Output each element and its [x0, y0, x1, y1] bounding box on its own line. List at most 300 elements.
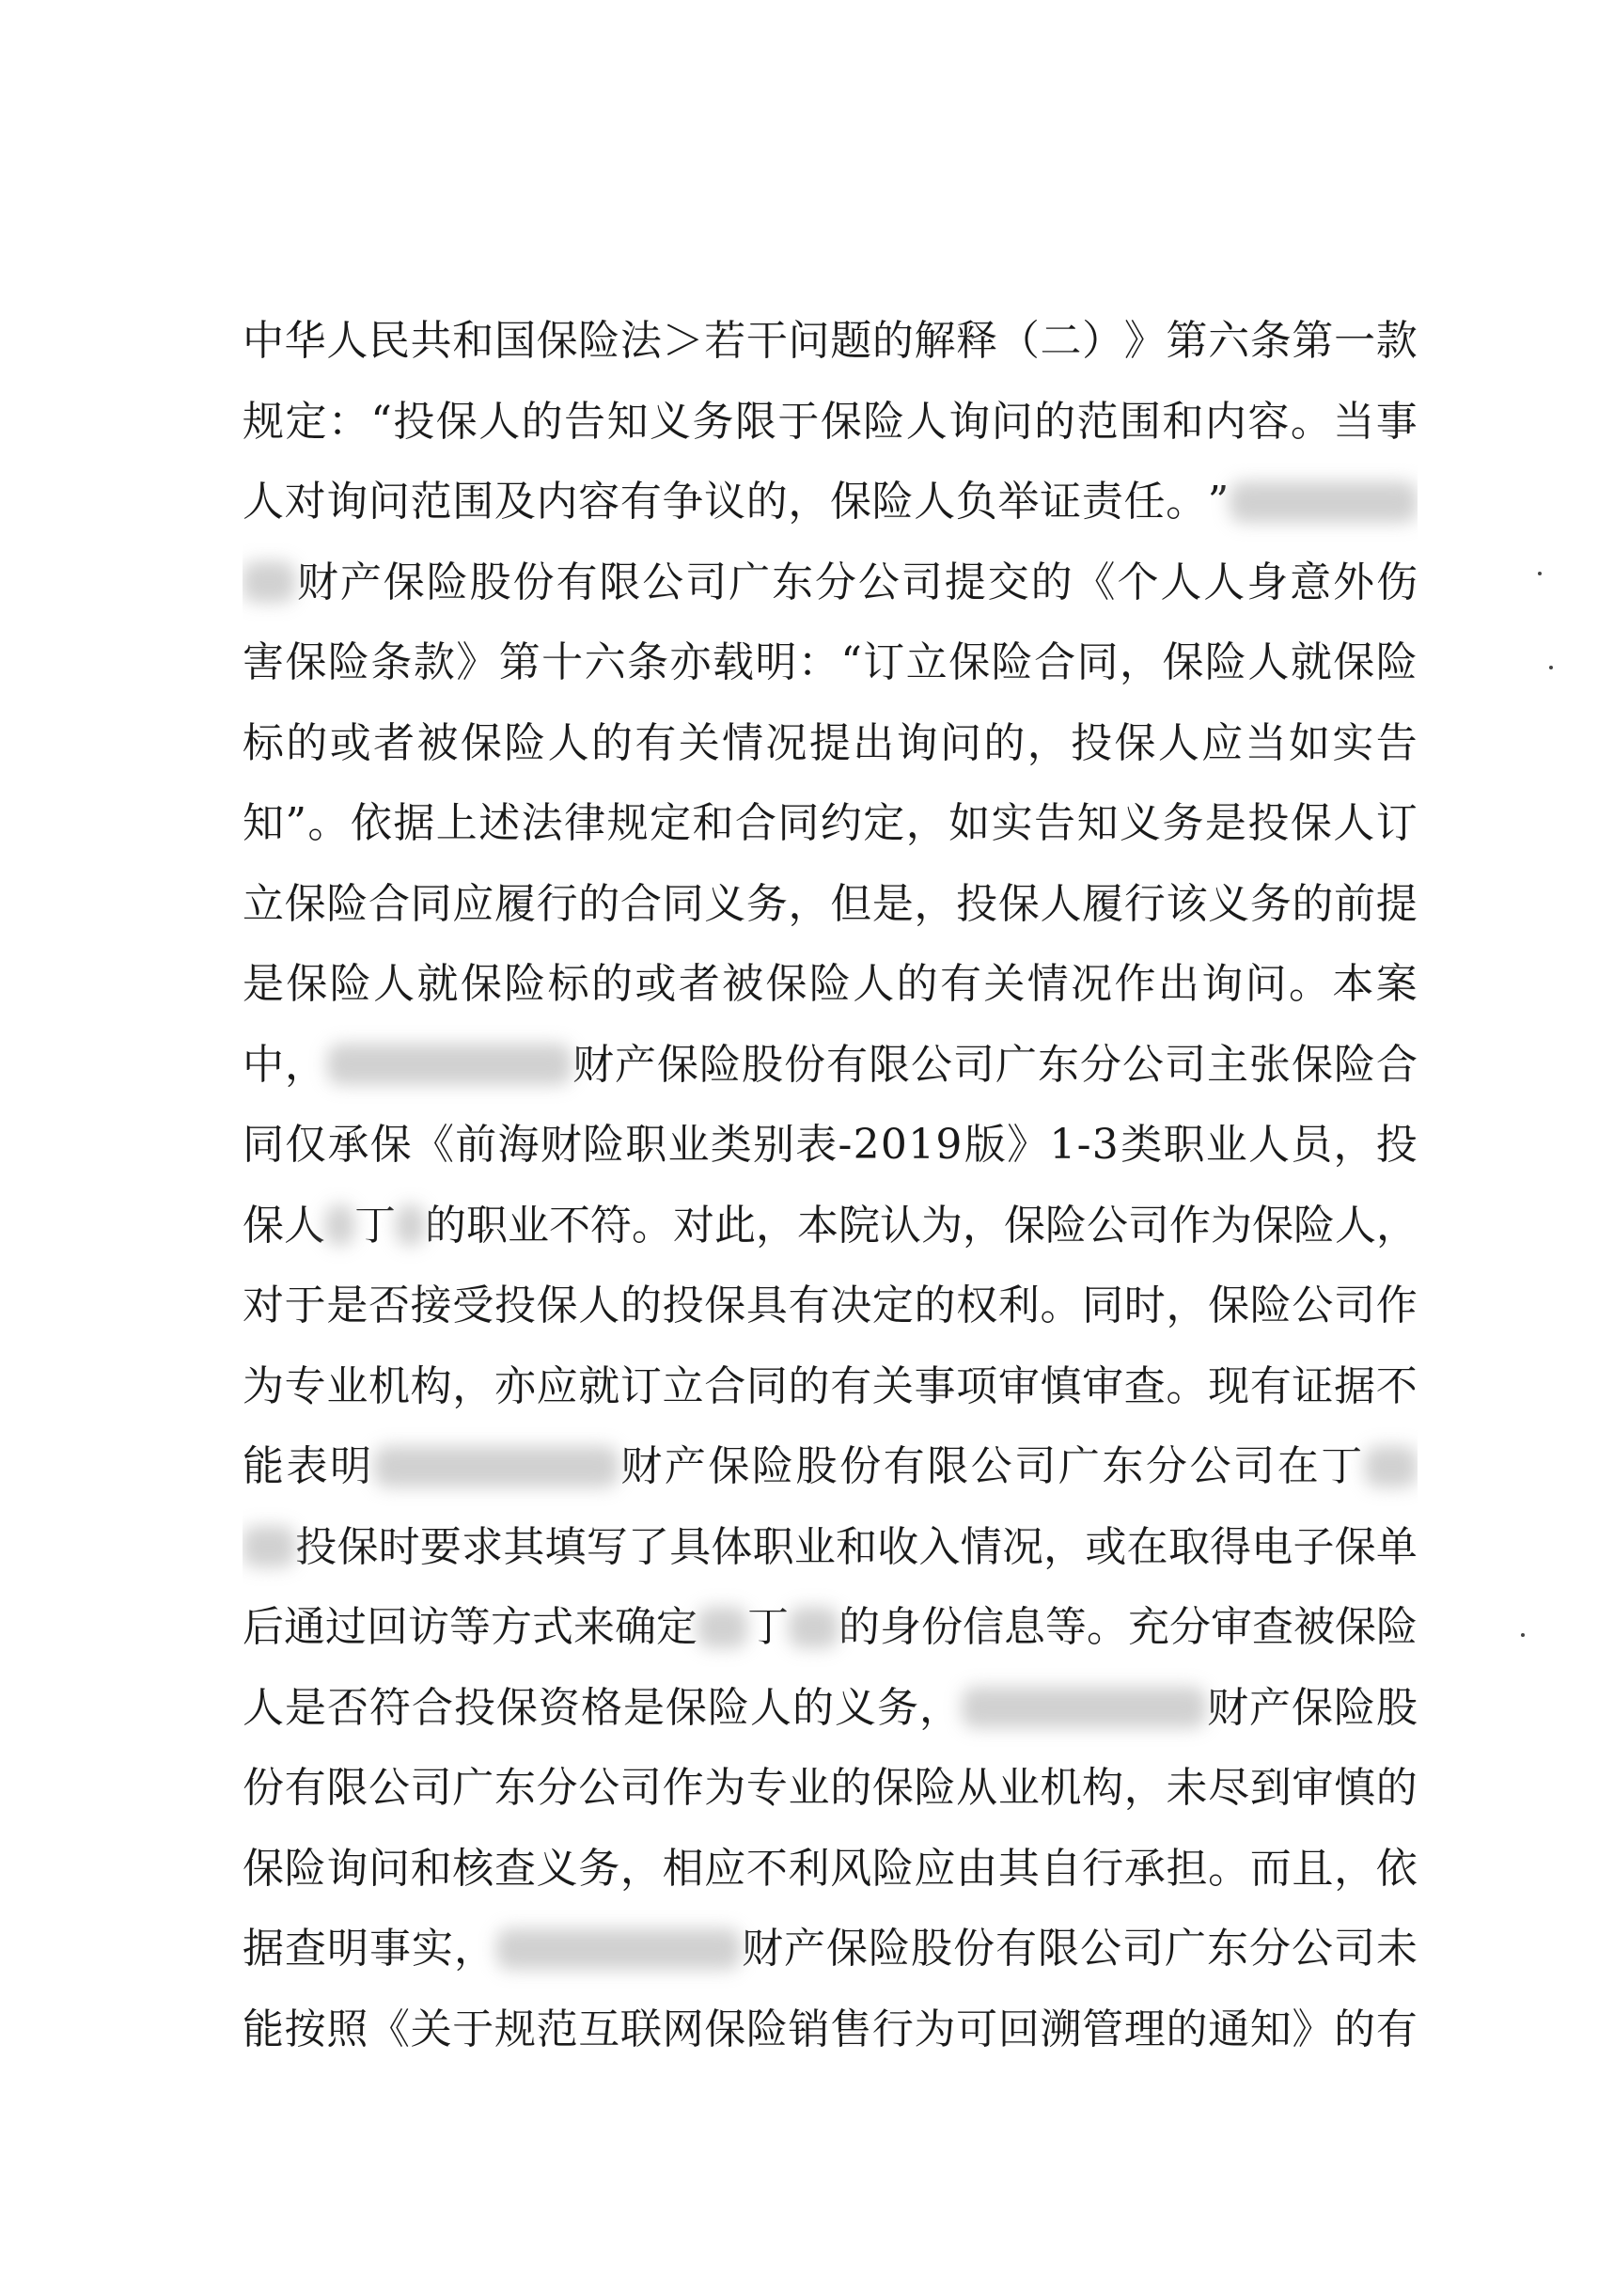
glyph: 务 — [1249, 879, 1292, 928]
glyph: 规 — [606, 799, 649, 847]
glyph: 险 — [869, 1925, 910, 1973]
glyph: 管 — [1082, 2005, 1124, 2053]
glyph: 时 — [378, 1522, 420, 1571]
glyph: 。 — [1166, 478, 1208, 526]
glyph: 从 — [956, 1764, 998, 1812]
redacted-name — [396, 1204, 425, 1246]
glyph: 尽 — [1208, 1764, 1250, 1812]
glyph: 可 — [956, 2005, 998, 2053]
glyph: 院 — [838, 1201, 880, 1250]
glyph: 是 — [326, 1282, 368, 1329]
glyph: 定 — [863, 799, 905, 847]
glyph: 的 — [591, 960, 633, 1008]
glyph: 险 — [863, 397, 905, 446]
text-line — [243, 1668, 1418, 1749]
text-line — [243, 543, 1418, 623]
glyph: 核 — [452, 1844, 494, 1893]
glyph: 回 — [997, 2005, 1040, 2053]
glyph: 职 — [752, 1522, 794, 1571]
glyph: ） — [1082, 317, 1124, 365]
glyph: 股 — [742, 1040, 783, 1089]
glyph: 中 — [243, 317, 284, 365]
glyph: 丁 — [1321, 1442, 1363, 1490]
glyph: 投 — [295, 1522, 337, 1571]
glyph: 填 — [544, 1522, 587, 1571]
glyph: 写 — [586, 1522, 628, 1571]
glyph: 行 — [536, 879, 578, 928]
glyph: 产 — [664, 1442, 706, 1490]
glyph: 售 — [830, 2005, 872, 2053]
glyph: 险 — [504, 960, 546, 1008]
redacted-name — [1365, 1446, 1418, 1487]
glyph: 认 — [880, 1201, 921, 1250]
glyph: 有 — [883, 1442, 925, 1490]
glyph: 保 — [243, 1201, 284, 1250]
glyph: 如 — [948, 799, 991, 847]
glyph: 责 — [1081, 478, 1123, 526]
glyph: 据 — [243, 1925, 284, 1973]
scan-speck — [1549, 666, 1553, 669]
glyph: 合 — [412, 1683, 453, 1732]
glyph: 为 — [704, 1764, 746, 1812]
glyph: 分 — [1169, 1603, 1211, 1651]
glyph: 股 — [469, 558, 511, 606]
glyph: 据 — [393, 799, 435, 847]
glyph: 为 — [243, 1361, 284, 1410]
glyph: 信 — [963, 1603, 1004, 1651]
glyph: 审 — [1082, 1361, 1124, 1410]
text-line — [243, 1587, 1418, 1668]
glyph: 类 — [710, 1121, 752, 1169]
glyph: 提 — [944, 558, 986, 606]
glyph: 的 — [1034, 397, 1076, 446]
glyph: 个 — [1117, 558, 1159, 606]
glyph: 或 — [1085, 1522, 1127, 1571]
glyph: 提 — [808, 718, 851, 767]
glyph: 为 — [1211, 1201, 1252, 1250]
glyph: 同 — [662, 879, 704, 928]
text-line — [243, 1186, 1418, 1266]
glyph: 负 — [955, 478, 997, 526]
glyph: 保 — [666, 1683, 707, 1732]
glyph: - — [1076, 1121, 1091, 1169]
glyph: 问 — [991, 397, 1033, 446]
glyph: 的 — [788, 1361, 830, 1410]
text-line — [243, 1266, 1418, 1346]
glyph: 有 — [826, 1040, 868, 1089]
glyph: 照 — [326, 2005, 368, 2053]
glyph: 据 — [1334, 1361, 1376, 1410]
glyph: 问 — [788, 317, 830, 365]
glyph: 格 — [581, 1683, 622, 1732]
glyph: 在 — [1126, 1522, 1168, 1571]
glyph: 关 — [983, 960, 1026, 1008]
glyph: 产 — [339, 558, 382, 606]
glyph: 东 — [494, 1764, 536, 1812]
redacted-name — [697, 1607, 747, 1648]
glyph: 保 — [286, 960, 328, 1008]
glyph: 符 — [369, 1683, 411, 1732]
glyph: 明 — [330, 1442, 372, 1490]
glyph: 险 — [991, 638, 1033, 686]
glyph: 的 — [983, 718, 1026, 767]
glyph: 保 — [704, 2005, 746, 2053]
text-line — [243, 1989, 1418, 2070]
glyph: 审 — [1292, 1764, 1334, 1812]
glyph: 知 — [1076, 799, 1119, 847]
glyph: ， — [963, 1201, 1004, 1250]
glyph: 海 — [497, 1121, 540, 1169]
glyph: 构 — [1082, 1764, 1124, 1812]
text-line — [243, 1426, 1418, 1507]
glyph: 访 — [408, 1603, 449, 1651]
glyph: 人 — [547, 718, 589, 767]
glyph: 人 — [750, 1683, 791, 1732]
glyph: 现 — [1208, 1361, 1250, 1410]
glyph: “ — [370, 397, 392, 446]
glyph: 业 — [788, 1764, 830, 1812]
redacted-name — [374, 1446, 619, 1487]
glyph: 立 — [905, 638, 948, 686]
glyph: 溯 — [1040, 2005, 1082, 2053]
glyph: 关 — [678, 718, 720, 767]
glyph: 告 — [1375, 718, 1418, 767]
glyph: 内 — [536, 478, 578, 526]
glyph: 式 — [532, 1603, 573, 1651]
glyph: 公 — [911, 1040, 952, 1089]
text-line — [243, 944, 1418, 1025]
glyph: 单 — [1375, 1522, 1418, 1571]
glyph: 通 — [284, 1603, 325, 1651]
glyph: 司 — [953, 1040, 995, 1089]
glyph: 告 — [1034, 799, 1076, 847]
glyph: 人 — [905, 397, 948, 446]
glyph: 务 — [692, 397, 734, 446]
glyph: 财 — [620, 1442, 663, 1490]
glyph: 审 — [1211, 1603, 1252, 1651]
glyph: 案 — [1375, 960, 1418, 1008]
glyph: 承 — [327, 1121, 369, 1169]
glyph: 来 — [573, 1603, 615, 1651]
glyph: 公 — [1080, 1925, 1121, 1973]
glyph: 是 — [1204, 799, 1246, 847]
glyph: 。 — [1289, 960, 1330, 1008]
glyph: 其 — [997, 1844, 1040, 1893]
text-line — [243, 462, 1418, 543]
glyph: 东 — [772, 558, 814, 606]
glyph: 被 — [722, 960, 764, 1008]
glyph: 险 — [751, 1442, 793, 1490]
glyph: 息 — [1004, 1603, 1045, 1651]
glyph: 保 — [948, 638, 991, 686]
glyph: 不 — [1375, 1361, 1418, 1410]
glyph: 要 — [419, 1522, 462, 1571]
glyph: 交 — [987, 558, 1029, 606]
glyph: 财 — [572, 1040, 614, 1089]
glyph: 查 — [1252, 1603, 1293, 1651]
glyph: 有 — [635, 718, 677, 767]
glyph: 保 — [704, 1282, 746, 1329]
glyph: 询 — [1201, 960, 1244, 1008]
glyph: 等 — [449, 1603, 491, 1651]
glyph: 此 — [714, 1201, 756, 1250]
glyph: 第 — [1166, 317, 1208, 365]
glyph: 9 — [935, 1121, 963, 1169]
glyph: ： — [797, 638, 839, 686]
glyph: 律 — [564, 799, 606, 847]
glyph: 实 — [991, 799, 1033, 847]
glyph: 按 — [284, 2005, 326, 2053]
glyph: 标 — [243, 718, 284, 767]
glyph: 情 — [722, 718, 764, 767]
glyph: 》 — [1007, 1121, 1049, 1169]
glyph: 慎 — [1040, 1361, 1082, 1410]
glyph: 担 — [1166, 1844, 1208, 1893]
glyph: 合 — [734, 799, 776, 847]
glyph: 关 — [410, 2005, 452, 2053]
glyph: 保 — [708, 1442, 750, 1490]
glyph: 保 — [1252, 1201, 1293, 1250]
glyph: 同 — [243, 1121, 284, 1169]
glyph: 有 — [830, 1361, 872, 1410]
glyph: 询 — [948, 397, 991, 446]
glyph: 险 — [1376, 1603, 1418, 1651]
glyph: 投 — [1071, 718, 1113, 767]
glyph: ， — [452, 1361, 494, 1410]
glyph: 的 — [871, 317, 914, 365]
glyph: 投 — [1247, 799, 1290, 847]
glyph: 对 — [284, 478, 326, 526]
glyph: 险 — [329, 960, 371, 1008]
text-line — [243, 1909, 1418, 1989]
glyph: 方 — [491, 1603, 532, 1651]
glyph: 伤 — [1375, 558, 1418, 606]
glyph: ， — [1376, 1201, 1418, 1250]
redacted-name — [1230, 481, 1418, 523]
glyph: 当 — [1333, 397, 1375, 446]
glyph: 的 — [425, 1201, 466, 1250]
glyph: 业 — [326, 1361, 368, 1410]
glyph: 职 — [625, 1121, 667, 1169]
glyph: 保 — [536, 1282, 578, 1329]
glyph: 围 — [452, 478, 494, 526]
glyph: 。 — [1040, 1282, 1082, 1329]
glyph: 财 — [296, 558, 338, 606]
glyph: 实 — [1332, 718, 1374, 767]
glyph: 保 — [657, 1040, 698, 1089]
glyph: 合 — [1034, 638, 1076, 686]
glyph: 订 — [1375, 799, 1418, 847]
glyph: 问 — [368, 1844, 410, 1893]
glyph: 保 — [765, 960, 807, 1008]
glyph: 收 — [877, 1522, 919, 1571]
glyph: 务 — [1162, 799, 1204, 847]
glyph: 险 — [327, 638, 369, 686]
glyph: 同 — [777, 799, 820, 847]
glyph: 应 — [704, 1844, 746, 1893]
glyph: 是 — [243, 960, 284, 1008]
glyph: 》 — [1292, 2005, 1334, 2053]
glyph: 业 — [793, 1522, 836, 1571]
glyph: 充 — [1128, 1603, 1169, 1651]
redacted-name — [243, 1526, 295, 1567]
glyph: 为 — [921, 1201, 963, 1250]
glyph: 有 — [619, 478, 662, 526]
glyph: 或 — [329, 718, 371, 767]
text-line — [243, 783, 1418, 864]
glyph: ， — [1123, 1764, 1166, 1812]
glyph: 明 — [327, 1925, 368, 1973]
glyph: 公 — [1189, 1442, 1231, 1490]
glyph: 过 — [325, 1603, 367, 1651]
glyph: 时 — [1123, 1282, 1166, 1329]
glyph: 证 — [1292, 1361, 1334, 1410]
glyph: 通 — [1208, 2005, 1250, 2053]
glyph: 产 — [784, 1925, 825, 1973]
glyph: 保 — [435, 397, 478, 446]
glyph: 是 — [871, 879, 914, 928]
glyph: 有 — [284, 1764, 326, 1812]
glyph: ， — [1333, 1121, 1375, 1169]
glyph: 司 — [1233, 1442, 1276, 1490]
glyph: 销 — [788, 2005, 830, 2053]
glyph: 份 — [512, 558, 555, 606]
glyph: 的 — [521, 397, 563, 446]
glyph: 公 — [1122, 1040, 1164, 1089]
glyph: 内 — [1204, 397, 1246, 446]
glyph: 行 — [871, 2005, 914, 2053]
glyph: 被 — [416, 718, 459, 767]
glyph: 险 — [1375, 638, 1418, 686]
glyph: ， — [905, 799, 948, 847]
glyph: 表 — [795, 1121, 838, 1169]
glyph: 险 — [914, 1764, 956, 1812]
glyph: 保 — [1208, 1282, 1250, 1329]
glyph: 有 — [1375, 2005, 1418, 2053]
glyph: 险 — [699, 1040, 741, 1089]
glyph: 十 — [541, 638, 584, 686]
glyph: 明 — [755, 638, 797, 686]
glyph: 承 — [1123, 1844, 1166, 1893]
glyph: 广 — [1165, 1925, 1206, 1973]
glyph: 的 — [1030, 558, 1073, 606]
glyph: 问 — [368, 478, 410, 526]
glyph: 对 — [243, 1282, 284, 1329]
redacted-name — [962, 1687, 1206, 1728]
glyph: 职 — [1163, 1121, 1205, 1169]
glyph: 保 — [829, 478, 871, 526]
glyph: 人 — [914, 478, 956, 526]
glyph: 亦 — [669, 638, 712, 686]
glyph: 在 — [1277, 1442, 1319, 1490]
glyph: 回 — [367, 1603, 408, 1651]
glyph: 资 — [539, 1683, 580, 1732]
glyph: 分 — [1080, 1040, 1121, 1089]
glyph: 外 — [1333, 558, 1375, 606]
glyph: 等 — [1045, 1603, 1087, 1651]
glyph: 网 — [662, 2005, 704, 2053]
glyph: 公 — [578, 1764, 620, 1812]
glyph: 权 — [956, 1282, 998, 1329]
glyph: 份 — [839, 1442, 882, 1490]
glyph: 关 — [871, 1361, 914, 1410]
glyph: 保 — [1162, 638, 1204, 686]
glyph: 东 — [1207, 1925, 1248, 1973]
glyph: 司 — [410, 1764, 452, 1812]
glyph: 3 — [1091, 1121, 1119, 1169]
glyph: 依 — [1375, 1844, 1418, 1893]
glyph: 保 — [1004, 1201, 1045, 1250]
glyph: 能 — [243, 1442, 284, 1490]
glyph: 二 — [1040, 317, 1082, 365]
glyph: 具 — [669, 1522, 712, 1571]
glyph: 于 — [284, 1282, 326, 1329]
glyph: 产 — [1249, 1683, 1291, 1732]
glyph: 份 — [784, 1040, 825, 1089]
glyph: 况 — [765, 718, 807, 767]
glyph: 的 — [896, 960, 938, 1008]
glyph: 者 — [373, 718, 415, 767]
glyph: 保 — [1334, 1522, 1376, 1571]
glyph: 险 — [871, 1844, 914, 1893]
glyph: 情 — [1026, 960, 1069, 1008]
glyph: 同 — [745, 1361, 788, 1410]
glyph: 职 — [466, 1201, 508, 1250]
glyph: 保 — [1292, 1040, 1333, 1089]
glyph: （ — [997, 317, 1040, 365]
glyph: 险 — [1204, 638, 1246, 686]
glyph: ， — [454, 1925, 495, 1973]
glyph: 由 — [956, 1844, 998, 1893]
glyph: 而 — [1249, 1844, 1292, 1893]
glyph: ＞ — [662, 317, 704, 365]
glyph: 财 — [1207, 1683, 1248, 1732]
glyph: 共 — [410, 317, 452, 365]
glyph: 保 — [284, 879, 326, 928]
glyph: 险 — [583, 1121, 624, 1169]
glyph: 保 — [1333, 638, 1375, 686]
glyph: 定 — [650, 799, 692, 847]
glyph: 立 — [243, 879, 284, 928]
glyph: 保 — [337, 1522, 379, 1571]
glyph: 于 — [777, 397, 820, 446]
glyph: ， — [788, 478, 830, 526]
glyph: 保 — [871, 1764, 914, 1812]
glyph: 机 — [1040, 1764, 1082, 1812]
glyph: 限 — [599, 558, 641, 606]
glyph: 和 — [410, 1844, 452, 1893]
glyph: 条 — [1249, 317, 1292, 365]
glyph: 到 — [1249, 1764, 1292, 1812]
glyph: 险 — [1249, 1282, 1292, 1329]
glyph: 业 — [1205, 1121, 1247, 1169]
text-line — [243, 1346, 1418, 1427]
glyph: 不 — [745, 1844, 788, 1893]
glyph: 义 — [1120, 799, 1162, 847]
glyph: 同 — [1076, 638, 1119, 686]
glyph: 释 — [956, 317, 998, 365]
glyph: 后 — [243, 1603, 284, 1651]
glyph: 公 — [368, 1764, 410, 1812]
glyph: 《 — [368, 2005, 410, 2053]
glyph: 险 — [1334, 1683, 1375, 1732]
glyph: 人 — [326, 317, 368, 365]
glyph: 的 — [591, 718, 633, 767]
glyph: 利 — [788, 1844, 830, 1893]
glyph: 规 — [494, 2005, 536, 2053]
redacted-name — [789, 1607, 838, 1648]
glyph: 上 — [435, 799, 478, 847]
